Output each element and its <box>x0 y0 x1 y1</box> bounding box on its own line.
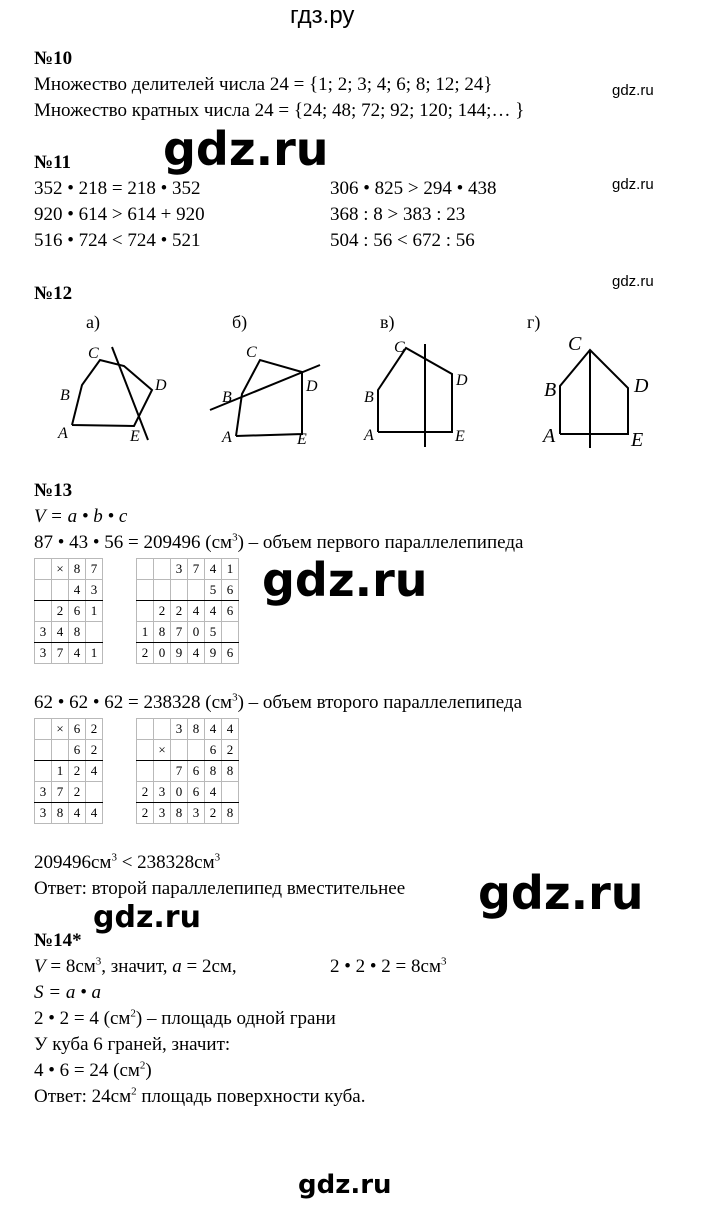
sup: 3 <box>95 955 102 968</box>
ex11-title: №11 <box>34 152 72 173</box>
watermark: gdz.ru <box>612 82 654 99</box>
grid-cell: 2 <box>137 782 154 803</box>
grid-cell: 7 <box>171 622 188 643</box>
calc1-text: 87 • 43 • 56 = 209496 (см <box>34 532 233 553</box>
grid-cell <box>35 740 52 761</box>
figure-label-v: в) <box>380 312 395 332</box>
grid-cell: 3 <box>154 803 171 824</box>
grid-cell <box>52 740 69 761</box>
figure-b <box>210 344 320 448</box>
grid-cell: × <box>154 740 171 761</box>
grid-cell: 4 <box>52 622 69 643</box>
ex13-compare <box>34 852 220 874</box>
grid-cell: 1 <box>86 643 103 664</box>
grid-cell: 4 <box>188 601 205 622</box>
grid-cell: 6 <box>222 601 239 622</box>
ex14-line2: S = a • a <box>34 982 101 1003</box>
grid-cell: 6 <box>188 761 205 782</box>
grid-cell: × <box>52 559 69 580</box>
ex11-left: 352 • 218 = 218 • 352 <box>34 178 201 199</box>
grid-cell: 8 <box>171 803 188 824</box>
grid-cell: 8 <box>154 622 171 643</box>
text: = 8см <box>45 956 96 977</box>
vertex-label: A <box>543 425 556 447</box>
text: 2 • 2 • 2 = 8см <box>330 956 441 977</box>
grid-cell: 8 <box>188 719 205 740</box>
calc1-exp: 3 <box>232 531 238 544</box>
ex11-right: 504 : 56 < 672 : 56 <box>330 230 475 251</box>
ex11-left: 516 • 724 < 724 • 521 <box>34 230 201 251</box>
grid-cell: 3 <box>35 622 52 643</box>
vertex-label: B <box>60 387 70 404</box>
grid-cell: 4 <box>86 761 103 782</box>
grid-cell: 4 <box>205 559 222 580</box>
grid-cell <box>154 559 171 580</box>
grid-cell <box>35 761 52 782</box>
grid-cell: 2 <box>86 719 103 740</box>
grid-cell: 2 <box>52 601 69 622</box>
watermark: gdz.ru <box>612 273 654 290</box>
grid-cell: 7 <box>188 559 205 580</box>
grid-cell: 6 <box>69 719 86 740</box>
grid-cell: 6 <box>188 782 205 803</box>
vertex-label: D <box>155 377 167 394</box>
grid-cell: 1 <box>137 622 154 643</box>
grid-cell <box>86 782 103 803</box>
figure-g <box>541 333 649 451</box>
vertex-label: B <box>544 379 557 401</box>
vertex-label: C <box>246 344 257 361</box>
sup: 2 <box>130 1007 136 1020</box>
vertex-label: C <box>568 333 582 355</box>
watermark: gdz.ru <box>612 176 654 193</box>
grid-cell: 6 <box>205 740 222 761</box>
grid-cell <box>171 740 188 761</box>
figure-label-a: а) <box>86 312 100 332</box>
grid-cell <box>137 719 154 740</box>
sup: 2 <box>139 1059 146 1072</box>
grid-cell: 3 <box>188 803 205 824</box>
grid-cell: 7 <box>52 643 69 664</box>
vertex-label: B <box>222 389 232 406</box>
pentagon-figures <box>0 330 720 460</box>
figure-label-b: б) <box>232 312 248 332</box>
grid-cell <box>137 761 154 782</box>
grid-cell <box>188 740 205 761</box>
grid-cell: 1 <box>222 559 239 580</box>
text: Ответ: 24см <box>34 1086 132 1107</box>
grid-cell <box>137 580 154 601</box>
sup: 3 <box>440 955 447 968</box>
calc2-exp: 3 <box>232 691 238 704</box>
ex11-left: 920 • 614 > 614 + 920 <box>34 204 205 225</box>
grid-cell: 3 <box>35 643 52 664</box>
grid-cell: 2 <box>137 643 154 664</box>
grid-cell: 2 <box>222 740 239 761</box>
grid-cell: 3 <box>171 559 188 580</box>
ex14-line5 <box>34 1060 152 1082</box>
ex10-title: №10 <box>34 48 73 69</box>
compare-sup: 3 <box>214 851 221 864</box>
ex14-line4: У куба 6 граней, значит: <box>34 1034 231 1055</box>
grid-cell: 8 <box>52 803 69 824</box>
grid-cell: 6 <box>222 580 239 601</box>
grid-cell <box>35 719 52 740</box>
watermark: gdz.ru <box>478 866 644 920</box>
grid-cell: 4 <box>205 782 222 803</box>
grid-cell: 2 <box>86 740 103 761</box>
text: ) – площадь одной грани <box>135 1008 336 1029</box>
figure-v <box>363 339 468 447</box>
grid-cell: 4 <box>86 803 103 824</box>
grid-cell: 2 <box>69 761 86 782</box>
ex13-answer: Ответ: второй параллелепипед вместительнее <box>34 878 406 899</box>
ex14-line1 <box>34 956 237 978</box>
compare-b: < 238328см <box>116 852 215 873</box>
multiplication-table-2 <box>136 558 239 664</box>
grid-cell: 8 <box>205 761 222 782</box>
vertex-label: A <box>58 425 68 442</box>
multiplication-table-4 <box>136 718 239 824</box>
figure-a <box>57 345 167 445</box>
ex13-calc1 <box>34 532 523 554</box>
ex13-calc2 <box>34 692 522 714</box>
grid-cell <box>52 580 69 601</box>
multiplication-table-1 <box>34 558 103 664</box>
grid-cell <box>171 580 188 601</box>
grid-cell: 4 <box>205 719 222 740</box>
text: , значит, <box>101 956 173 977</box>
grid-cell: 2 <box>154 601 171 622</box>
grid-cell: 2 <box>69 782 86 803</box>
vertex-label: C <box>88 345 99 362</box>
grid-cell: 0 <box>171 782 188 803</box>
grid-cell <box>222 782 239 803</box>
sup: 2 <box>131 1085 137 1098</box>
grid-cell: 4 <box>69 580 86 601</box>
text: площадь поверхности куба. <box>136 1086 366 1107</box>
grid-cell <box>154 719 171 740</box>
grid-cell <box>137 601 154 622</box>
text: = 2см, <box>181 956 237 977</box>
grid-cell <box>137 559 154 580</box>
grid-cell: 5 <box>205 580 222 601</box>
ex10-line: Множество делителей числа 24 = {1; 2; 3; 4; 6; 8; 12; 24} <box>34 74 493 95</box>
grid-cell: 2 <box>137 803 154 824</box>
grid-cell <box>35 601 52 622</box>
text: ) <box>145 1060 152 1081</box>
figure-label-g: г) <box>527 312 541 332</box>
grid-cell <box>137 740 154 761</box>
grid-cell: 7 <box>86 559 103 580</box>
vertex-label: A <box>222 429 232 446</box>
calc2-text: 62 • 62 • 62 = 238328 (см <box>34 692 233 713</box>
ex14-line3 <box>34 1008 336 1030</box>
grid-cell: 9 <box>171 643 188 664</box>
grid-cell: 6 <box>69 601 86 622</box>
vertex-label: E <box>455 428 465 445</box>
grid-cell <box>154 580 171 601</box>
grid-cell: 6 <box>222 643 239 664</box>
ex10-line: Множество кратных числа 24 = {24; 48; 72; 92; 120; 144;… } <box>34 100 525 121</box>
vertex-label: E <box>130 428 140 445</box>
calc1-post: ) – объем первого параллелепипеда <box>237 532 524 553</box>
grid-cell <box>154 761 171 782</box>
vertex-label: D <box>306 378 318 395</box>
var-a: a <box>172 956 182 977</box>
watermark: gdz.ru <box>262 553 428 607</box>
var-v: V <box>34 956 46 977</box>
grid-cell: 1 <box>86 601 103 622</box>
grid-cell: 2 <box>205 803 222 824</box>
grid-cell <box>35 559 52 580</box>
grid-cell: 7 <box>171 761 188 782</box>
grid-cell: 0 <box>188 622 205 643</box>
watermark: gdz.ru <box>298 1170 392 1200</box>
grid-cell <box>86 622 103 643</box>
vertex-label: E <box>297 431 307 448</box>
grid-cell: 8 <box>222 803 239 824</box>
grid-cell: 5 <box>205 622 222 643</box>
multiplication-table-3 <box>34 718 103 824</box>
grid-cell: 4 <box>69 803 86 824</box>
ex12-title: №12 <box>34 283 73 304</box>
grid-cell: 6 <box>69 740 86 761</box>
grid-cell: 3 <box>171 719 188 740</box>
grid-cell: 8 <box>222 761 239 782</box>
vertex-label: B <box>364 389 374 406</box>
grid-cell: 9 <box>205 643 222 664</box>
grid-cell: 2 <box>171 601 188 622</box>
text: 4 • 6 = 24 (см <box>34 1060 140 1081</box>
site-header: гдз.ру <box>290 2 355 29</box>
text: 2 • 2 = 4 (см <box>34 1008 131 1029</box>
ex13-title: №13 <box>34 480 73 501</box>
vertex-label: A <box>364 427 374 444</box>
vertex-label: C <box>394 339 405 356</box>
grid-cell: 3 <box>86 580 103 601</box>
ex14-title: №14* <box>34 930 82 951</box>
grid-cell: 4 <box>188 643 205 664</box>
grid-cell: 4 <box>69 643 86 664</box>
ex11-right: 306 • 825 > 294 • 438 <box>330 178 497 199</box>
grid-cell: 7 <box>52 782 69 803</box>
watermark: gdz.ru <box>163 122 329 176</box>
ex14-line1-right <box>330 956 446 978</box>
vertex-label: D <box>634 375 649 397</box>
grid-cell: 4 <box>205 601 222 622</box>
grid-cell <box>35 580 52 601</box>
grid-cell <box>188 580 205 601</box>
grid-cell: 1 <box>52 761 69 782</box>
grid-cell: 3 <box>35 782 52 803</box>
compare-sup: 3 <box>111 851 117 864</box>
compare-a: 209496см <box>34 852 112 873</box>
watermark: gdz.ru <box>93 900 201 935</box>
grid-cell: 4 <box>222 719 239 740</box>
ex13-formula: V = a • b • c <box>34 506 128 527</box>
vertex-label: D <box>456 372 468 389</box>
grid-cell <box>222 622 239 643</box>
grid-cell: 8 <box>69 622 86 643</box>
calc2-post: ) – объем второго параллелепипеда <box>237 692 523 713</box>
grid-cell: 0 <box>154 643 171 664</box>
grid-cell: 3 <box>35 803 52 824</box>
grid-cell: × <box>52 719 69 740</box>
grid-cell: 8 <box>69 559 86 580</box>
grid-cell: 3 <box>154 782 171 803</box>
ex11-right: 368 : 8 > 383 : 23 <box>330 204 466 225</box>
ex14-line6 <box>34 1086 365 1108</box>
vertex-label: E <box>631 429 644 451</box>
